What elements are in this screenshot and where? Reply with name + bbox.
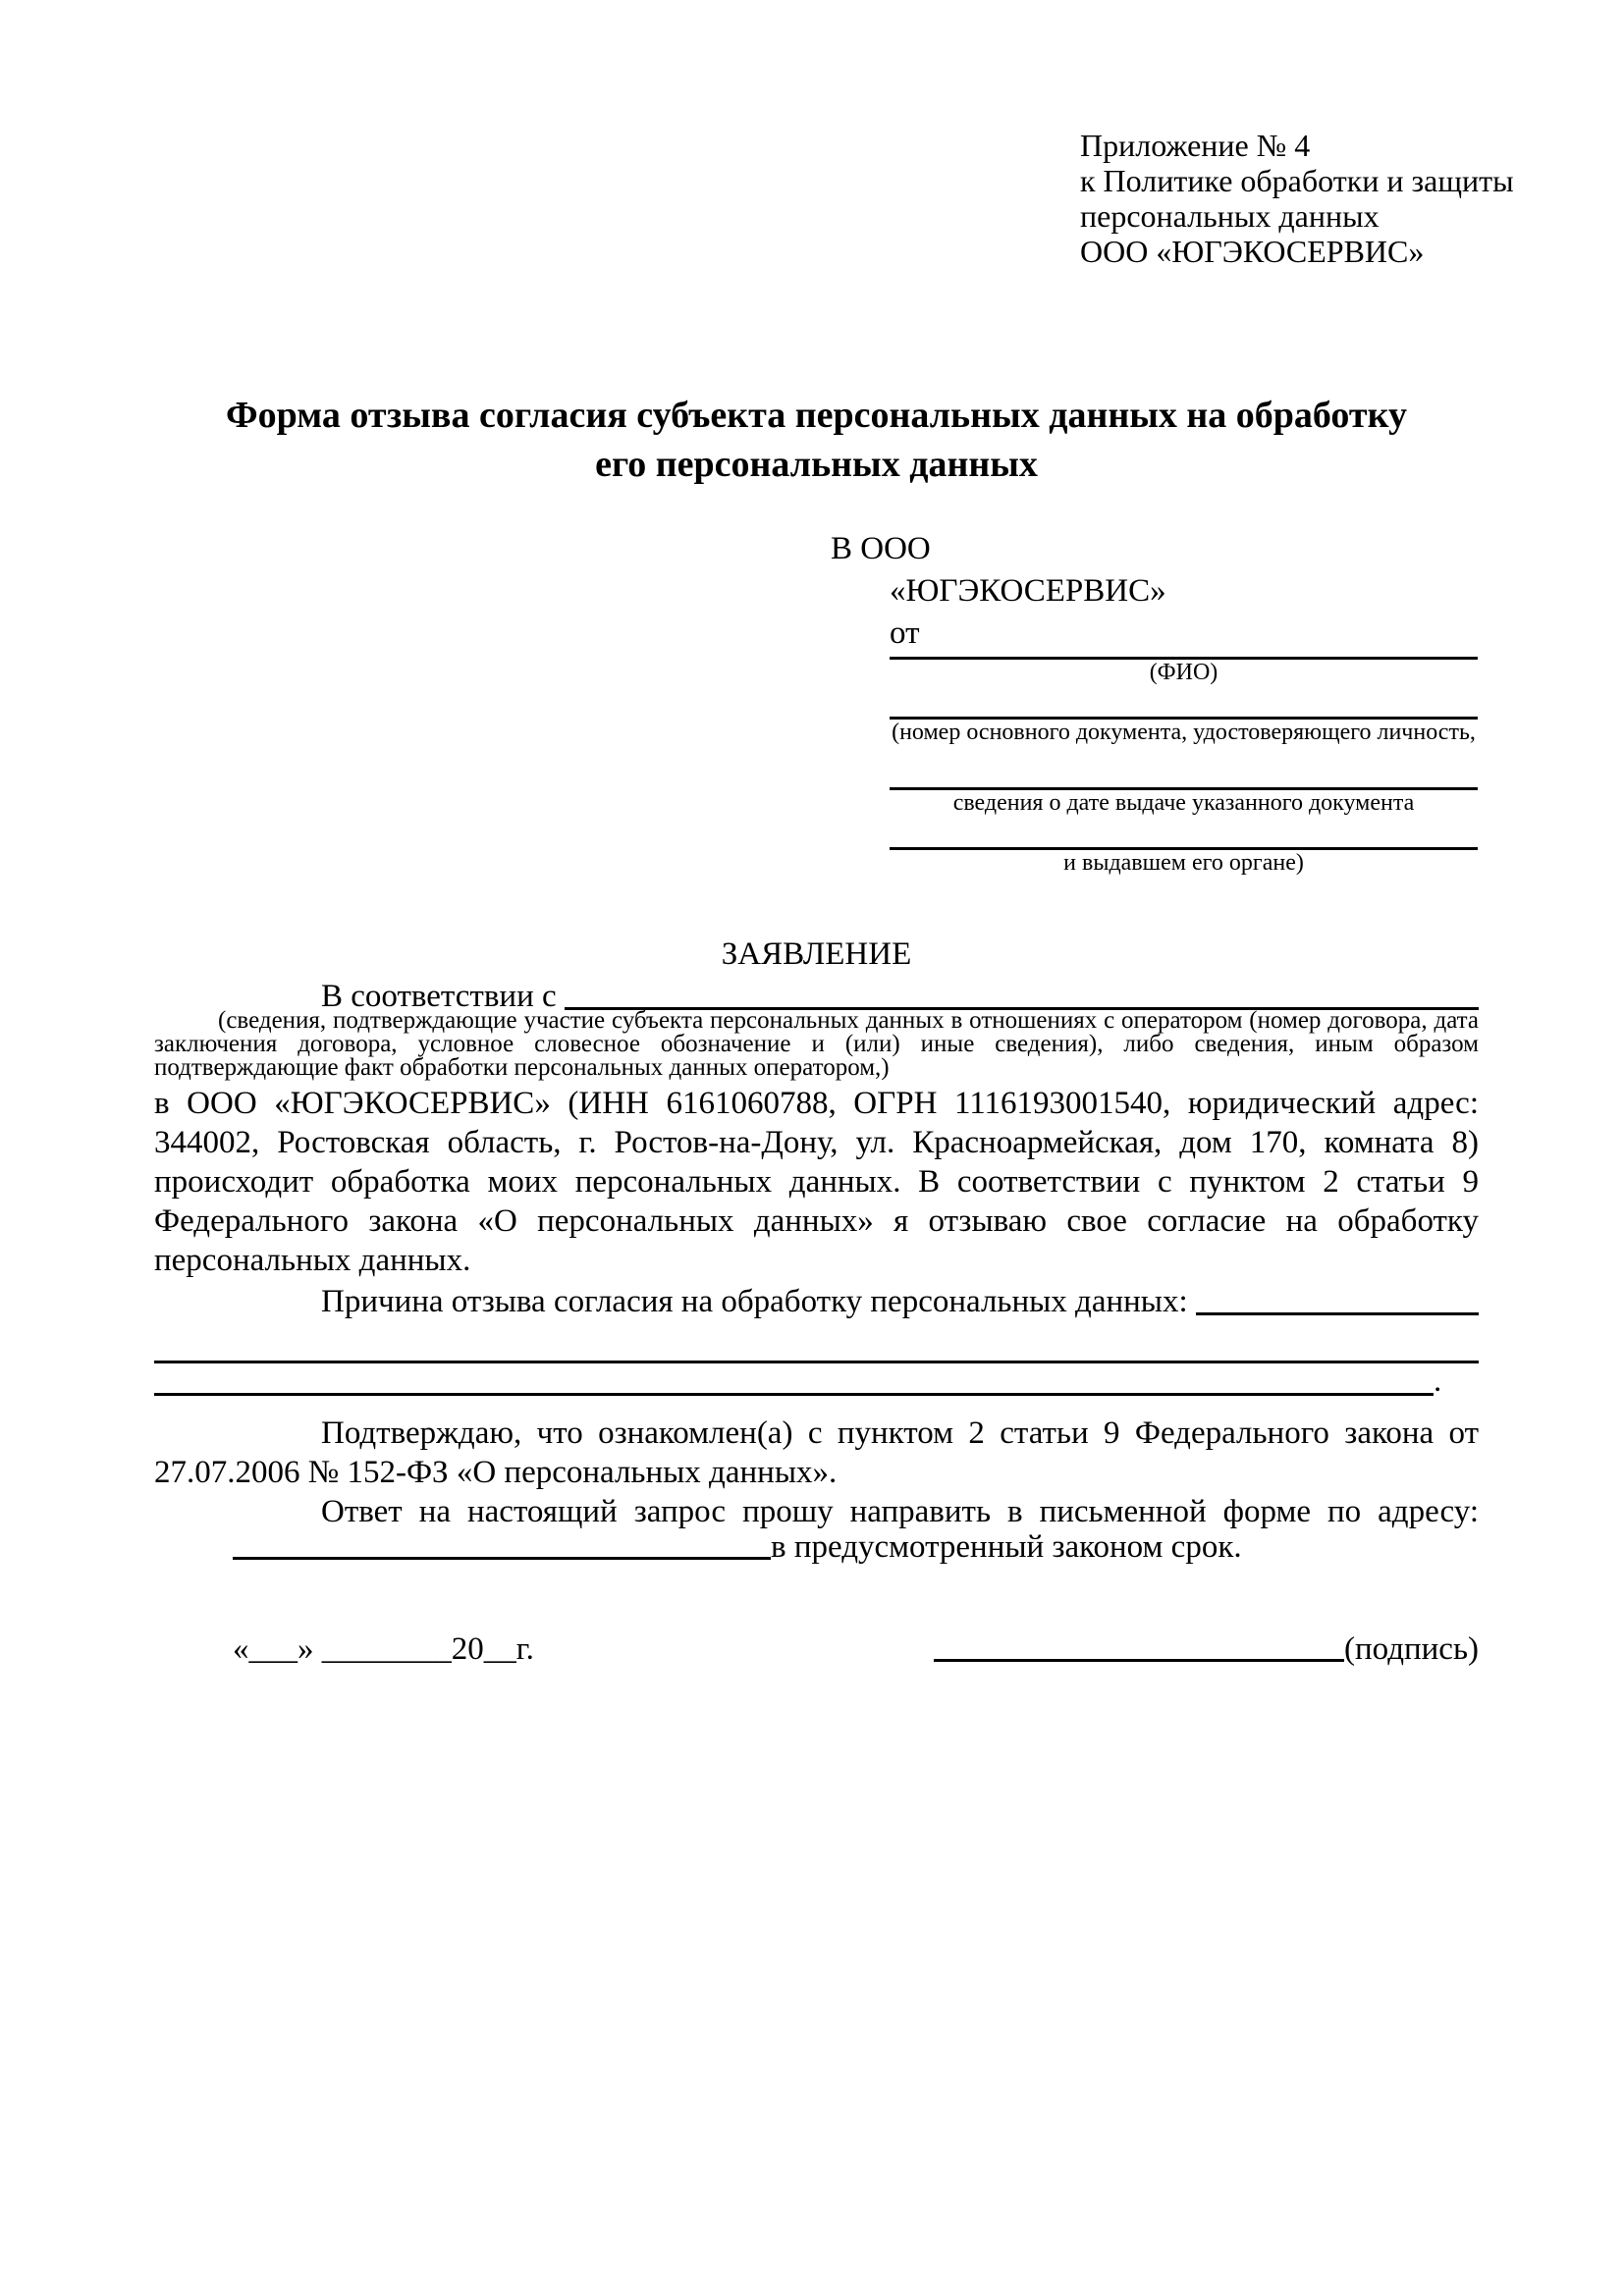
footer-line <box>154 1629 1479 1669</box>
reason-blank-line-3 <box>154 1363 1479 1399</box>
appendix-line: к Политике обработки и защиты <box>1080 163 1514 198</box>
date-blank-line: «___» ________20__г. <box>233 1631 534 1667</box>
reason-blank-line-3-rule <box>154 1393 1434 1396</box>
addressee-org-line2: «ЮГЭКОСЕРВИС» <box>890 573 1166 609</box>
signature-caption: (подпись) <box>1344 1631 1479 1667</box>
reply-paragraph: Ответ на настоящий запрос прошу направить в письменной форме по адресу: <box>321 1494 1479 1529</box>
addressee-org-line1: В ООО <box>831 531 931 566</box>
appendix-line: персональных данных <box>1080 198 1380 234</box>
appendix-line: Приложение № 4 <box>1080 128 1311 163</box>
addressee-block <box>831 528 1478 876</box>
statement-body: в ООО «ЮГЭКОСЕРВИС» (ИНН 6161060788, ОГРН 1116193001540, юридический адрес: 344002, Ростовская область, г. Ростов-на-Дону, ул. Красноармейская, дом 170, комната 8) происходит обработка моих персональных данных. В соответствии с пунктом 2 статьи 9 Федерального закона «О персональных данных» я отзываю свое согласие на обработку персональных данных. <box>154 1086 1479 1278</box>
issuing-authority-caption: и выдавшем его органе) <box>1063 850 1304 876</box>
doc-number-caption: (номер основного документа, удостоверяющего личность, <box>892 720 1476 745</box>
appendix-block <box>1080 128 1514 269</box>
confirmation-paragraph: Подтверждаю, что ознакомлен(а) с пунктом 2 статьи 9 Федерального закона от 27.07.2006 № 152-ФЗ «О персональных данных». <box>154 1415 1479 1490</box>
reason-blank-line-2 <box>154 1361 1479 1363</box>
reply-address-line <box>154 1527 1479 1567</box>
reply-address-blank-line <box>233 1557 771 1560</box>
form-title-line1: Форма отзыва согласия субъекта персональных данных на обработку <box>226 395 1407 436</box>
addressee-blanks <box>890 657 1478 876</box>
reason-prefix: Причина отзыва согласия на обработку персональных данных: <box>321 1284 1188 1319</box>
appendix-line: ООО «ЮГЭКОСЕРВИС» <box>1080 234 1425 269</box>
form-title-line2: его персональных данных <box>595 444 1038 485</box>
reply-suffix: в предусмотренный законом срок. <box>771 1529 1242 1565</box>
reason-blank-line <box>1196 1312 1479 1315</box>
intro-prefix: В соответствии с <box>321 979 557 1014</box>
addressee-from-label: от <box>890 615 920 651</box>
fio-caption: (ФИО) <box>1149 660 1218 685</box>
statement-heading: ЗАЯВЛЕНИЕ <box>721 936 912 972</box>
fine-print-note: (сведения, подтверждающие участие субъекта персональных данных в отношениях с оператором (номер договора, дата заключения договора, условное словесное обозначение и (или) иные сведения), либо сведения, иным образом подтверждающие факт обработки персональных данных оператором,) <box>154 1007 1479 1081</box>
blank-line-period: . <box>1434 1363 1442 1399</box>
form-title <box>154 391 1479 489</box>
issue-date-caption: сведения о дате выдаче указанного документа <box>952 790 1415 816</box>
reason-line <box>154 1282 1479 1321</box>
signature-blank-line <box>934 1659 1344 1662</box>
